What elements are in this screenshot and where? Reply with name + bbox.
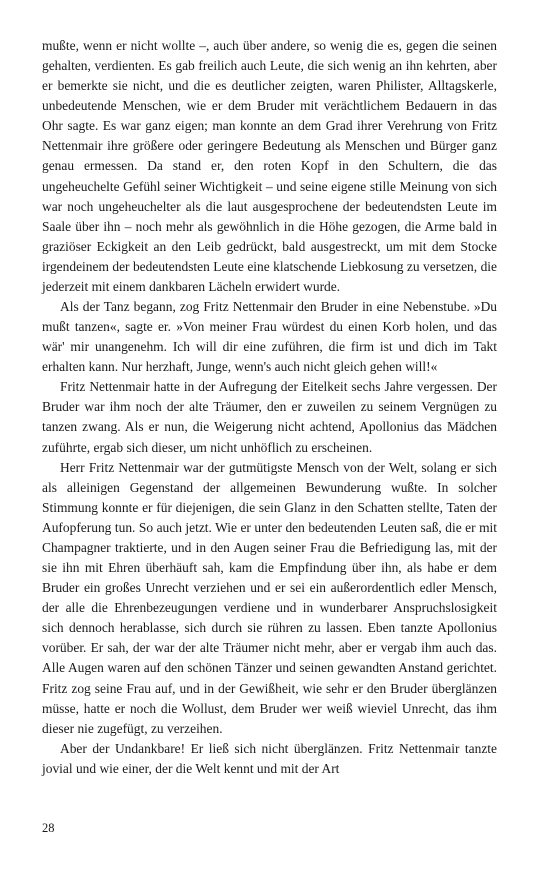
paragraph-2: Als der Tanz begann, zog Fritz Nettenmair den Bruder in eine Nebenstube. »Du mußt tanzen«, sagte er. »Von meiner Frau würdest du einen Korb holen, und das wär' mir unangenehm. Ich will dir eine zuführen, die firm ist und dich im Takt erhalten kann. Nur herzhaft, Junge, wenn's auch nicht gleich gehen will!« <box>42 299 497 375</box>
paragraph-1: mußte, wenn er nicht wollte –, auch über andere, so wenig die es, gegen die seinen gehalten, verdienten. Es gab freilich auch Leute, die sich wenig an ihn kehrten, aber er bemerkte sie nicht, und die es deutlicher zeigten, waren Philister, Alltagskerle, unbedeutende Menschen, wie er dem Bruder mit verächtlichem Bedauern in das Ohr sagte. Es war ganz eigen; man konnte an dem Grad ihrer Verehrung von Fritz Nettenmair ihre größere oder geringere Bedeutung als Menschen und Bürger ganz genau ermessen. Da stand er, den roten Kopf in den Schultern, die das ungeheuchelte Gefühl seiner Wichtigkeit – und seine eigene stille Meinung von sich war noch ungeheuchelter als die laut ausgesprochene der bedeutendsten Leute im Saale über ihn – noch mehr als gewöhnlich in die Höhe gezogen, die Arme bald in graziöser Eckigkeit an den Leib gedrückt, bald ausgestreckt, um mit dem Stocke irgendeinem der bedeutendsten Leute eine klatschende Liebkosung zu versetzen, die jederzeit mit einem dankbaren Lächeln erwidert wurde. <box>42 38 497 294</box>
paragraph-5: Aber der Undankbare! Er ließ sich nicht überglänzen. Fritz Nettenmair tanzte jovial und wie einer, der die Welt kennt und mit der Art <box>42 740 497 776</box>
paragraph-3: Fritz Nettenmair hatte in der Aufregung der Eitelkeit sechs Jahre vergessen. Der Bruder war ihm noch der alte Träumer, den er zuweilen zu seinem Vergnügen zu tanzen zwang. Als er nun, die Weigerung nicht achtend, Apollonius das Mädchen zuführte, ergab sich dieser, um nicht unhöflich zu erscheinen. <box>42 379 497 455</box>
page-number: 28 <box>42 821 55 835</box>
paragraph-4: Herr Fritz Nettenmair war der gutmütigste Mensch von der Welt, solang er sich als alleinigen Gegenstand der allgemeinen Bewunderung wußte. In solcher Stimmung konnte er für diejenigen, die sein Glanz in den Schatten stellte, Taten der Aufopferung tun. So auch jetzt. Wie er unter den bedeutenden Leuten saß, die er mit Champagner traktierte, und in den Augen seiner Frau die Befriedigung las, mit der sie ihn mit Ehren überhäuft sah, kam die Empfindung über ihn, als habe er dem Bruder ein großes Unrecht verziehen und er sei ein außerordentlich edler Mensch, der alle die Ehrenbezeugungen verdiene und in wunderbarer Anspruchslosigkeit sich dennoch herablasse, sich durch sie rühren zu lassen. Eben tanzte Apollonius vorüber. Er sah, der war der alte Träumer nicht mehr, aber er vergab ihm auch das. Alle Augen waren auf den schönen Tänzer und seinen gewandten Anstand gerichtet. Fritz zog seine Frau auf, und in der Gewißheit, wie sehr er den Bruder überglänzen müsse, hatte er noch die Wollust, dem Bruder wer weiß wieviel Unrecht, das ihm dieser nie zugefügt, zu verzeihen. <box>42 459 497 736</box>
page-body <box>42 36 497 816</box>
